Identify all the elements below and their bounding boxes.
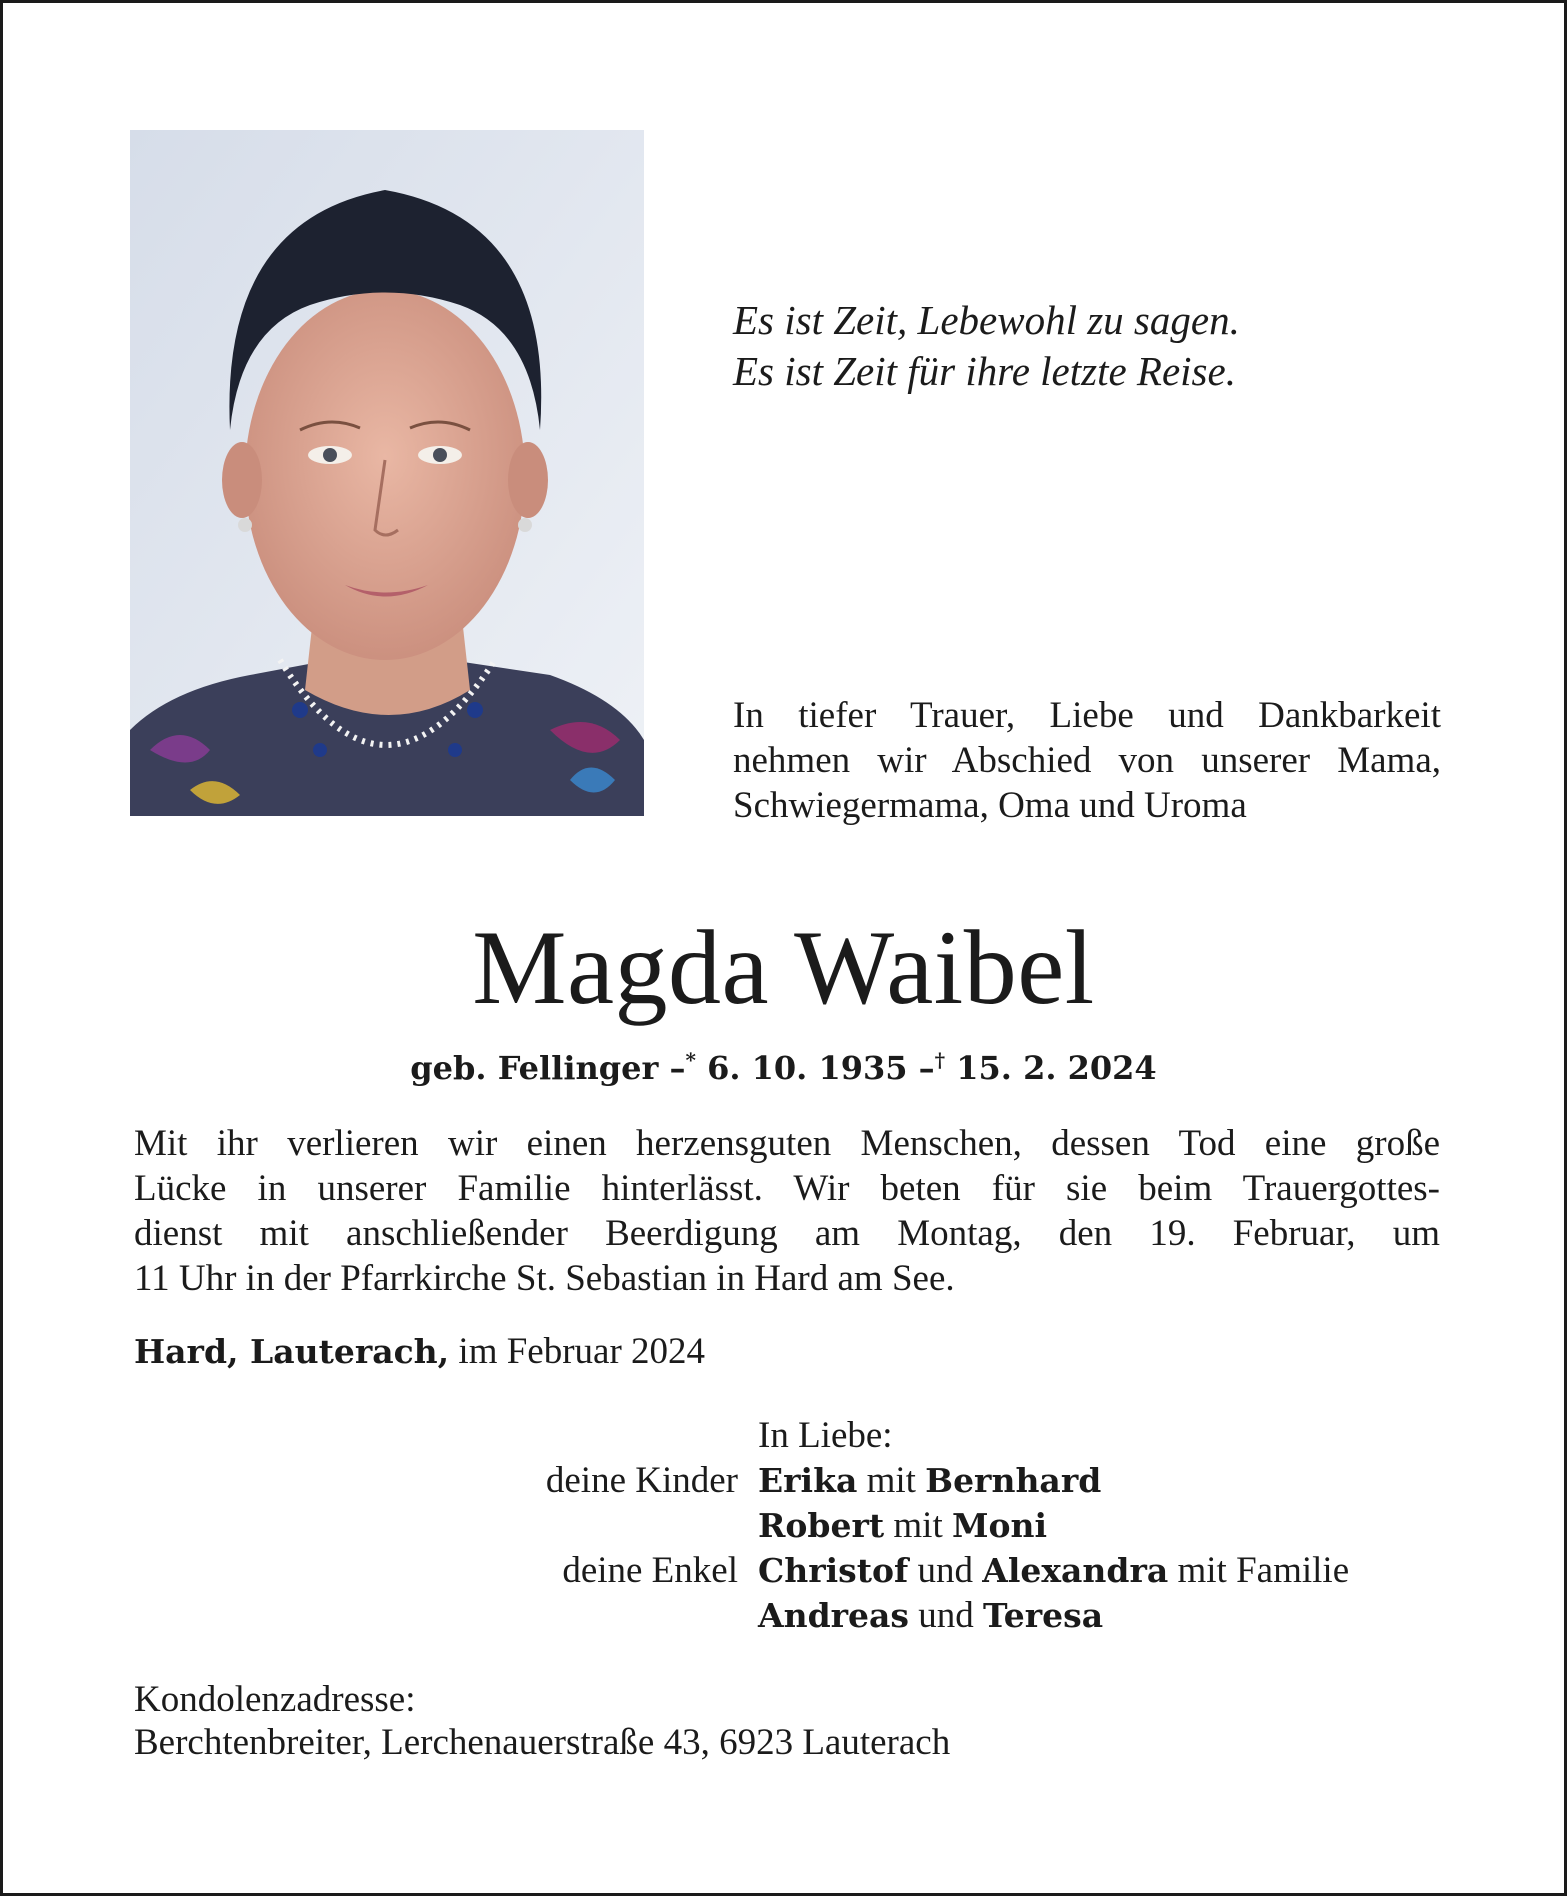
family-entry-child-1: [758, 1458, 1101, 1503]
family-entry-child-2: [758, 1503, 1047, 1548]
child-name: Erika: [758, 1461, 858, 1500]
connector-word: mit: [866, 1460, 916, 1501]
grandchild-name: Andreas: [758, 1596, 910, 1635]
condolence-address: [134, 1678, 1334, 1764]
intro-line-3: Schwiegermama, Oma und Uroma: [733, 785, 1247, 826]
mourning-intro: [733, 693, 1441, 828]
children-label: deine Kinder: [545, 1460, 738, 1501]
grandchildren-label: deine Enkel: [562, 1550, 738, 1591]
portrait-illustration: [130, 130, 644, 816]
body-line-1: Mit ihr verlieren wir einen herzensguten Menschen, dessen Tod eine große: [134, 1123, 1440, 1164]
death-date: 15. 2. 2024: [956, 1049, 1157, 1087]
death-symbol: †: [934, 1048, 946, 1072]
condolence-label: Kondolenzadresse:: [134, 1679, 416, 1720]
family-list: [3, 1413, 1564, 1638]
funeral-announcement: [134, 1121, 1440, 1301]
dash-separator: –: [918, 1049, 935, 1087]
grandchild-name: Christof: [758, 1551, 909, 1590]
deceased-name: Magda Waibel: [472, 909, 1095, 1026]
birth-date: 6. 10. 1935: [707, 1049, 908, 1087]
intro-line-1: In tiefer Trauer, Liebe und Dankbarkeit: [733, 695, 1441, 736]
quote-line-1: Es ist Zeit, Lebewohl zu sagen.: [733, 297, 1240, 343]
body-line-3: dienst mit anschließender Beerdigung am Montag, den 19. Februar, um: [134, 1213, 1440, 1254]
portrait-photo: [130, 130, 644, 816]
grandchild-partner-name: Teresa: [983, 1596, 1104, 1635]
place-and-date: [134, 1329, 1334, 1374]
birth-symbol: *: [685, 1048, 696, 1072]
birth-name: geb. Fellinger: [410, 1049, 659, 1087]
place-locations: Hard, Lauterach,: [134, 1332, 450, 1371]
dash-separator: –: [669, 1049, 686, 1087]
place-date: im Februar 2024: [458, 1331, 706, 1372]
family-entry-grandchild-2: [758, 1593, 1103, 1638]
connector-word: und: [917, 1550, 973, 1591]
child-partner-name: Bernhard: [925, 1461, 1102, 1500]
quote-line-2: Es ist Zeit für ihre letzte Reise.: [733, 348, 1236, 394]
farewell-quote: [733, 295, 1493, 397]
intro-line-2: nehmen wir Abschied von unserer Mama,: [733, 740, 1441, 781]
body-line-4: 11 Uhr in der Pfarrkirche St. Sebastian in Hard am See.: [134, 1258, 955, 1299]
family-heading: In Liebe:: [758, 1415, 893, 1456]
family-entry-grandchild-1: [758, 1548, 1349, 1593]
life-dates: [3, 1038, 1564, 1090]
connector-word: mit: [893, 1505, 943, 1546]
connector-word: und: [918, 1595, 974, 1636]
body-line-2: Lücke in unserer Familie hinterlässt. Wir beten für sie beim Trauergottes-: [134, 1168, 1440, 1209]
grandchild-partner-name: Alexandra: [982, 1551, 1169, 1590]
child-name: Robert: [758, 1506, 885, 1545]
child-partner-name: Moni: [951, 1506, 1048, 1545]
grandchild-suffix: mit Familie: [1177, 1550, 1350, 1591]
condolence-address-line: Berchtenbreiter, Lerchenauerstraße 43, 6923 Lauterach: [134, 1722, 951, 1763]
